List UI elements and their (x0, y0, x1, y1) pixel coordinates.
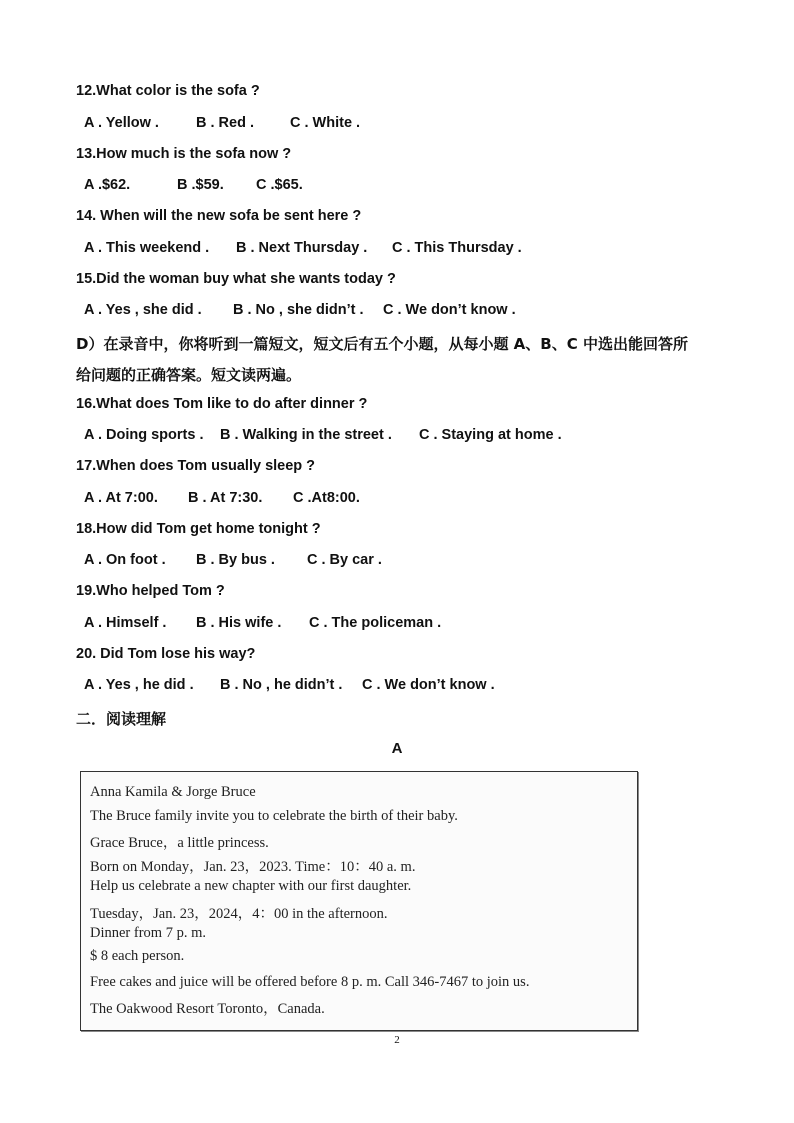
question-17: 17.When does Tom usually sleep ? (76, 458, 316, 474)
q18-option-c: C . By car . (307, 552, 382, 568)
q17-option-b: B . At 7:30. (188, 490, 263, 506)
page-number: 2 (394, 1034, 400, 1046)
q13-option-a: A .$62. (84, 177, 131, 193)
question-12: 12.What color is the sofa ? (76, 83, 260, 99)
invitation-line: The Bruce family invite you to celebrate the birth of their baby. (90, 808, 458, 824)
invitation-line: Born on Monday，Jan. 23，2023. Time：10：40 a. m. (90, 859, 416, 875)
q18-option-b: B . By bus . (196, 552, 275, 568)
invitation-line: Dinner from 7 p. m. (90, 925, 206, 941)
invitation-line: $ 8 each person. (90, 948, 185, 964)
q16-option-a: A . Doing sports . (84, 427, 204, 443)
question-14: 14. When will the new sofa be sent here ? (76, 208, 362, 224)
q19-option-b: B . His wife . (196, 615, 282, 631)
q17-option-c: C .At8:00. (293, 490, 360, 506)
section-d-instruction-line1: D）在录音中，你将听到一篇短文，短文后有五个小题，从每小题 A、B、C 中选出能回答所 (76, 335, 688, 353)
q17-option-a: A . At 7:00. (84, 490, 158, 506)
invitation-line: Grace Bruce，a little princess. (90, 835, 269, 851)
q12-option-b: B . Red . (196, 115, 255, 131)
q20-option-b: B . No , he didn’t . (220, 677, 343, 693)
question-16: 16.What does Tom like to do after dinner ? (76, 396, 368, 412)
invitation-line: Help us celebrate a new chapter with our first daughter. (90, 878, 412, 894)
question-15: 15.Did the woman buy what she wants today ? (76, 271, 396, 287)
q19-option-c: C . The policeman . (309, 615, 442, 631)
q19-option-a: A . Himself . (84, 615, 167, 631)
invitation-line: The Oakwood Resort Toronto，Canada. (90, 1001, 325, 1017)
passage-label: A (391, 740, 403, 757)
q18-option-a: A . On foot . (84, 552, 166, 568)
question-19: 19.Who helped Tom ? (76, 583, 225, 599)
section-two-heading: 二．阅读理解 (76, 710, 167, 728)
invitation-line: Free cakes and juice will be offered before 8 p. m. Call 346-7467 to join us. (90, 974, 530, 990)
q14-option-a: A . This weekend . (84, 240, 210, 256)
q12-option-c: C . White . (290, 115, 361, 131)
q13-option-c: C .$65. (256, 177, 303, 193)
q16-option-c: C . Staying at home . (419, 427, 562, 443)
q14-option-b: B . Next Thursday . (236, 240, 368, 256)
q15-option-a: A . Yes , she did . (84, 302, 202, 318)
question-13: 13.How much is the sofa now ? (76, 146, 292, 162)
section-d-instruction-line2: 给问题的正确答案。短文读两遍。 (76, 366, 302, 384)
invitation-line: Anna Kamila & Jorge Bruce (90, 784, 256, 800)
invitation-line: Tuesday，Jan. 23，2024，4：00 in the afternoon. (90, 906, 388, 922)
q14-option-c: C . This Thursday . (392, 240, 522, 256)
question-20: 20. Did Tom lose his way? (76, 646, 256, 662)
q20-option-a: A . Yes , he did . (84, 677, 194, 693)
q15-option-b: B . No , she didn’t . (233, 302, 364, 318)
q12-option-a: A . Yellow . (84, 115, 159, 131)
q20-option-c: C . We don’t know . (362, 677, 495, 693)
question-18: 18.How did Tom get home tonight ? (76, 521, 321, 537)
q15-option-c: C . We don’t know . (383, 302, 516, 318)
q16-option-b: B . Walking in the street . (220, 427, 392, 443)
q13-option-b: B .$59. (177, 177, 224, 193)
